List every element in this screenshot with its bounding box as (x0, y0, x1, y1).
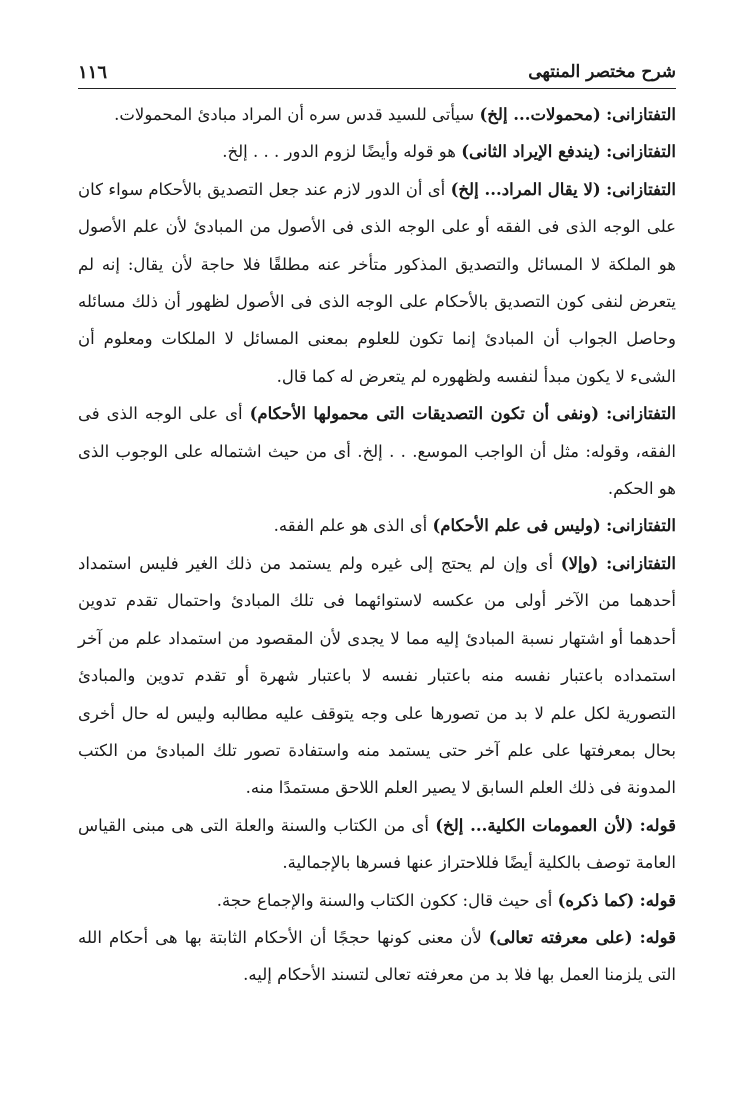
paragraph (78, 882, 676, 919)
speaker-label: التفتازانى: (606, 404, 676, 424)
speaker-label: التفتازانى: (606, 142, 676, 162)
paragraph (78, 919, 676, 994)
paragraph-text: أى على الوجه الذى فى الفقه، وقوله: مثل أن الواجب الموسع. . . إلخ. أى من حيث اشتماله على الوجوب الذى هو الحكم. (78, 404, 676, 499)
quoted-phrase: (لا يقال المراد... إلخ) (450, 179, 601, 199)
quoted-phrase: (لأن العمومات الكلية... إلخ) (435, 815, 634, 835)
paragraph (78, 545, 676, 807)
paragraph-text: أى أن الدور لازم عند جعل التصديق بالأحكام سواء كان على الوجه الذى فى الفقه أو على الوجه الذى فى الأصول من المبادئ لأن علم الأصول هو الملكة لا المسائل والتصديق المذكور متأخر عنه مطلقًا فلا حاجة لأن يقال: إنه لم يتعرض لنفى كون التصديق بالأحكام على الوجه الذى فى الأصول لظهور أن ذلك مسائله وحاصل الجواب أن المبادئ إنما تكون للعلوم بمعنى المسائل لا الملكات ومعلوم أن الشىء لا يكون مبدأ لنفسه ولظهوره لم يتعرض له كما قال. (78, 179, 676, 386)
commentary-body (78, 96, 676, 994)
speaker-label: التفتازانى: (606, 105, 676, 124)
paragraph-text: أى وإن لم يحتج إلى غيره ولم يستمد من ذلك الغير فليس استمداد أحدهما من الآخر أولى من عكسه لاستوائهما فى تلك المبادئ واحتمال تقدم تدوين أحدهما أو اشتهار نسبة المبادئ إليه مما لا يجدى لأن المقصود من استمداد علم من آخر استمداده باعتبار نفسه منه باعتبار نفسه لا باعتبار شهرة أو تقدم تدوين والمبادئ التصورية لكل علم لا بد من تصورها على وجه يتوقف عليه مطالبه وليس له حال أخرى بحال بمعرفتها على علم آخر حتى يستمد منه واستفادة تصور تلك المبادئ من الكتب المدونة فى ذلك العلم السابق لا يصير العلم اللاحق مستمدًا منه. (78, 553, 676, 798)
quoted-phrase: (يندفع الإيراد الثانى) (461, 142, 601, 162)
quoted-phrase: (ونفى أن تكون التصديقات التى محمولها الأحكام) (249, 404, 600, 424)
quoted-phrase: (وليس فى علم الأحكام) (432, 516, 601, 536)
book-title: شرح مختصر المنتهى (528, 62, 676, 82)
paragraph (78, 507, 676, 544)
speaker-label: التفتازانى: (606, 553, 676, 573)
quoted-phrase: (على معرفته تعالى) (488, 927, 633, 947)
paragraph-text: هو قوله وأيضًا لزوم الدور . . . إلخ. (222, 142, 456, 162)
speaker-label: قوله: (639, 927, 677, 947)
quoted-phrase: (محمولات... إلخ) (479, 105, 601, 124)
paragraph-text: أى من الكتاب والسنة والعلة التى هى مبنى القياس العامة توصف بالكلية أيضًا فللاحتراز عنها فسرها بالإجمالية. (78, 815, 676, 873)
paragraph (78, 133, 676, 170)
running-header (78, 60, 676, 89)
paragraph-text: أى حيث قال: ككون الكتاب والسنة والإجماع حجة. (216, 890, 553, 910)
speaker-label: التفتازانى: (606, 179, 676, 199)
quoted-phrase: (وإلا) (560, 553, 599, 573)
paragraph (78, 395, 676, 507)
paragraph (78, 807, 676, 882)
paragraph-text: أى الذى هو علم الفقه. (273, 516, 428, 536)
speaker-label: قوله: (639, 890, 676, 910)
speaker-label: التفتازانى: (606, 516, 676, 536)
paragraph-text: لأن معنى كونها حججًا أن الأحكام الثابتة بها هى أحكام الله التى يلزمنا العمل بها فلا بد من معرفته تعالى لتسند الأحكام إليه. (78, 927, 676, 985)
paragraph (78, 171, 676, 395)
speaker-label: قوله: (639, 815, 676, 835)
page-number: ١١٦ (78, 62, 108, 83)
quoted-phrase: (كما ذكره) (557, 890, 635, 910)
paragraph-text: سيأتى للسيد قدس سره أن المراد مبادئ المحمولات. (114, 105, 475, 124)
paragraph (78, 96, 676, 133)
